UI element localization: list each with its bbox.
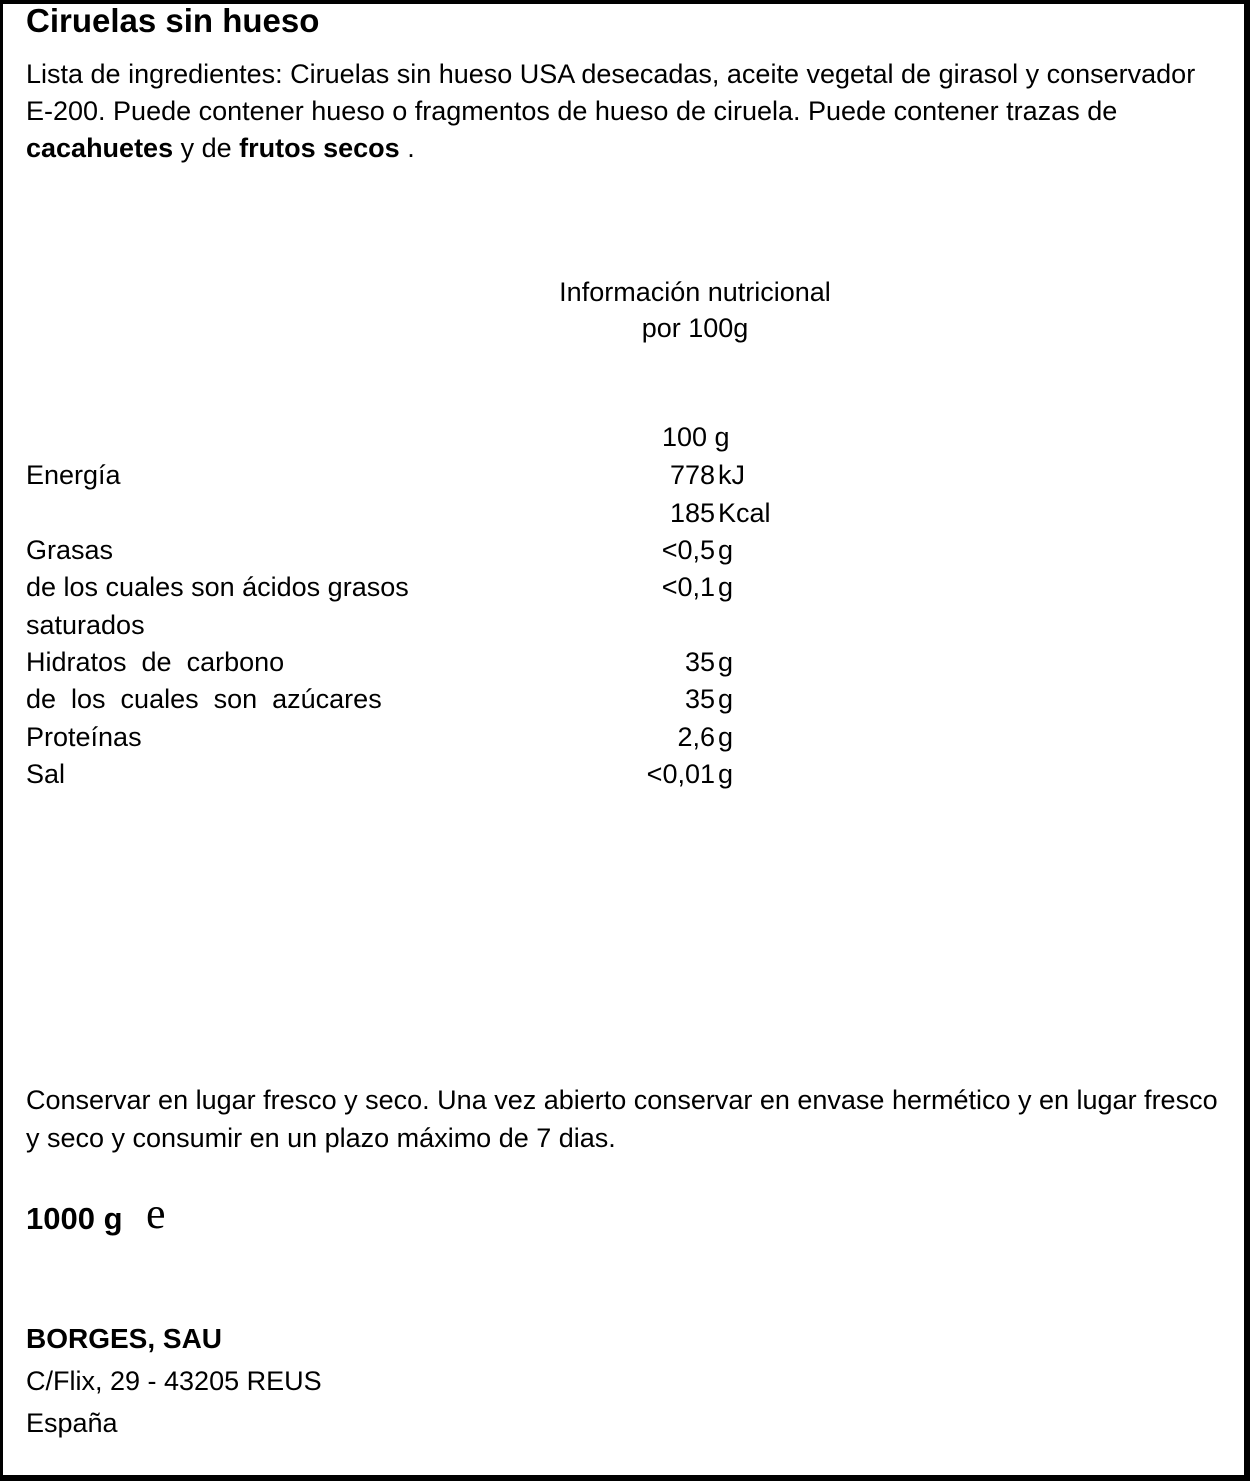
nutrient-label-energy: Energía: [26, 460, 121, 490]
nutrient-label-saturated: de los cuales son ácidos grasos: [26, 572, 409, 602]
storage-instructions: Conservar en lugar fresco y seco. Una vez abierto conservar en envase hermético y en lugar fresco y seco y consumir en un plazo máximo de 7 dias.: [26, 1085, 1218, 1153]
nutrition-column-header: 100 g: [662, 422, 730, 452]
nutrient-unit-salt: g: [718, 759, 734, 789]
net-weight: 1000 g: [26, 1201, 123, 1236]
nutrient-unit-fat: g: [718, 535, 734, 565]
nutrient-unit-sugars: g: [718, 684, 734, 714]
nutrient-value-fat: <0,5: [661, 535, 715, 565]
nutrient-label-fat: Grasas: [26, 535, 114, 565]
nutrient-label-carbs: Hidratos de carbono: [26, 647, 285, 677]
allergen-nuts: frutos secos: [239, 133, 400, 163]
nutrient-unit-carbs: g: [718, 647, 734, 677]
nutrient-label-sugars: de los cuales son azúcares: [26, 684, 382, 714]
nutrient-value-sugars: 35: [684, 684, 715, 714]
manufacturer-address: C/Flix, 29 - 43205 REUS: [26, 1366, 322, 1396]
allergen-peanuts: cacahuetes: [26, 133, 174, 163]
nutrient-value-energy-kcal: 185: [669, 498, 715, 528]
ingredients-text: Lista de ingredientes: Ciruelas sin hueso USA desecadas, aceite vegetal de girasol y conservador E-200. Puede contener hueso o fragmentos de hueso de ciruela. Puede contener trazas de: [26, 59, 1196, 126]
nutrient-unit-protein: g: [718, 722, 734, 752]
nutrient-value-carbs: 35: [684, 647, 715, 677]
ingredients-connector: y de: [173, 133, 240, 163]
nutrient-unit-saturated: g: [718, 572, 734, 602]
nutrient-value-energy-kj: 778: [669, 460, 715, 490]
ingredients-list: [26, 56, 1216, 167]
manufacturer-name: BORGES, SAU: [26, 1323, 223, 1354]
nutrition-heading: [0, 274, 1250, 346]
nutrient-label-saturated-cont: saturados: [26, 610, 145, 640]
nutrient-unit-energy-kcal: Kcal: [718, 498, 771, 528]
nutrient-value-saturated: <0,1: [661, 572, 715, 602]
nutrient-value-salt: <0,01: [646, 759, 715, 789]
estimated-sign-icon: e: [146, 1189, 166, 1238]
nutrition-heading-title: Información nutricional: [559, 277, 831, 307]
nutrient-unit-energy-kj: kJ: [718, 460, 745, 490]
product-title: Ciruelas sin hueso: [26, 2, 320, 39]
nutrient-value-protein: 2,6: [677, 722, 715, 752]
nutrient-label-protein: Proteínas: [26, 722, 142, 752]
ingredients-end: .: [399, 133, 415, 163]
nutrition-heading-basis: por 100g: [641, 313, 749, 343]
nutrient-label-salt: Sal: [26, 759, 66, 789]
manufacturer-country: España: [26, 1408, 118, 1438]
